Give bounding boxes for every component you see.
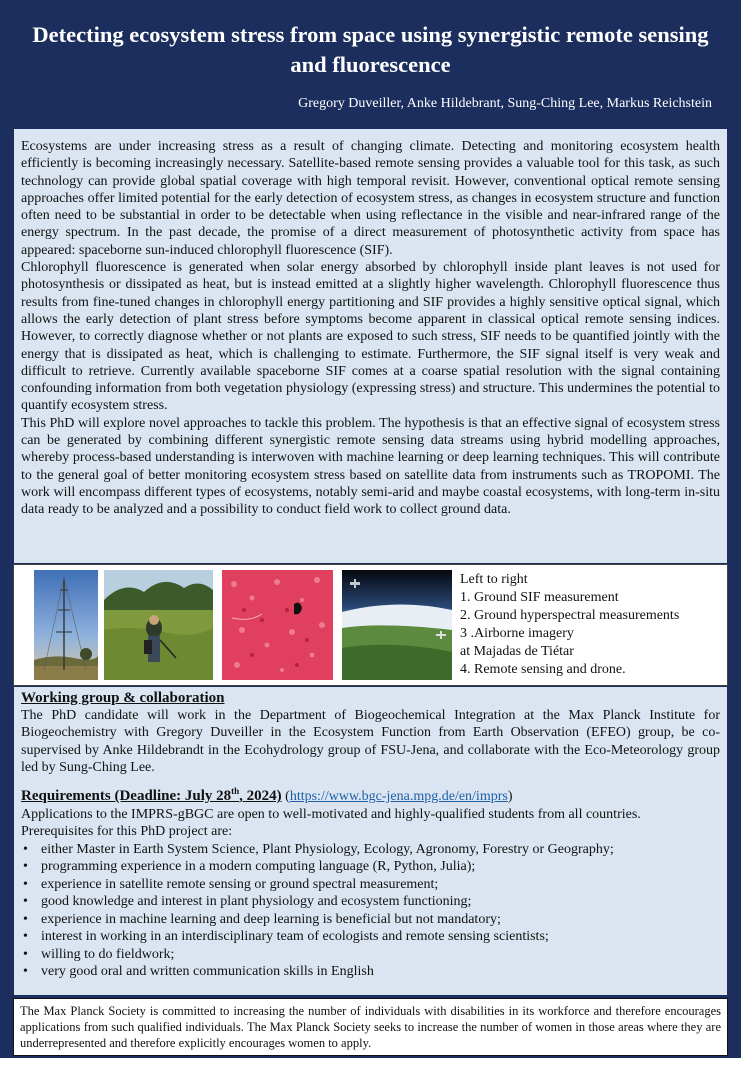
- working-group-text: The PhD candidate will work in the Department of Biogeochemical Integration at the Max Planck Institute for Biogeochemistry with Gregory Duveiller in the Ecosystem Function from Earth Observation (EFEO) group, be co-supervised by Anke Hildebrandt in the Ecohydrology group of FSU-Jena, and collaborate with the Eco-Meteorology group led by Sung-Ching Lee.: [21, 708, 720, 775]
- caption-line: at Majadas de Tiétar: [460, 644, 574, 659]
- list-item: [21, 928, 720, 946]
- bullet-icon: •: [23, 929, 28, 945]
- abstract-paragraph: Ecosystems are under increasing stress as a result of changing climate. Detecting and monitoring ecosystem health efficiently is becoming increasingly necessary. Satellite-based remote sensing provides a valuable tool for this task, as such technology can provide global spatial coverage with high temporal revisit. However, conventional optical remote sensing approaches offer limited potential for the early detection of ecosystem stress, as changes in ecosystem structure and function often need to be substantial in order to be detectable when using reflectance in the visible and near-infrared range of the energy spectrum. In the past decade, the promise of a direct measurement of photosynthetic activity from space has appeared: spaceborne sun-induced chlorophyll fluorescence (SIF).: [21, 139, 720, 258]
- remote-sensing-drone-photo: [342, 570, 452, 680]
- prerequisites-label: Prerequisites for this PhD project are:: [21, 824, 233, 840]
- abstract-paragraph: Chlorophyll fluorescence is generated when solar energy absorbed by chlorophyll inside plant leaves is not used for photosynthesis or dissipated as heat, but is instead emitted at a slightly higher wavelength. Chlorophyll fluorescence thus results from fine-tuned changes in chlorophyll energy partitioning and SIF provides a highly sensitive optical signal, which allows the early detection of plant stress before symptoms become apparent in classical optical remote sensing indices. However, to correctly diagnose whether or not plants are exposed to such stress, SIF needs to be quantified jointly with the energy that is dissipated as heat, which is challenging to estimate. Furthermore, the SIF signal itself is very weak and difficult to retrieve. Currently available spaceborne SIF comes at a coarse spatial resolution with the signal containing confounding information from both vegetation physiology (expressing stress) and structure. This undermines the potential to quantify ecosystem stress.: [21, 260, 720, 414]
- caption-line: 4. Remote sensing and drone.: [460, 662, 626, 677]
- caption-line: 2. Ground hyperspectral measurements: [460, 608, 680, 623]
- equal-opportunity-notice: The Max Planck Society is committed to increasing the number of individuals with disabilities in its workforce and therefore encourages applications from such qualified individuals. The Max Planck Society seeks to increase the number of women in those areas where they are underrepresented and therefore explicitly encourages women to apply.: [13, 998, 728, 1056]
- bullet-icon: •: [23, 841, 28, 857]
- list-item: [21, 963, 720, 981]
- list-item: [21, 911, 720, 929]
- details-panel: [13, 686, 728, 996]
- requirements-intro: Applications to the IMPRS-gBGC are open to well-motivated and highly-qualified students from all countries.: [21, 807, 641, 823]
- requirements-heading-text: Requirements (Deadline: July 28: [21, 788, 232, 805]
- requirements-heading: [21, 788, 282, 804]
- bottom-margin: [0, 1058, 741, 1071]
- working-group-heading: Working group & collaboration: [21, 690, 225, 706]
- requirements-heading-line: [21, 782, 720, 806]
- list-item: [21, 876, 720, 894]
- ground-hyperspectral-photo: [104, 570, 213, 680]
- list-item-text: programming experience in a modern computing language (R, Python, Julia);: [41, 859, 476, 875]
- prerequisites-list: [21, 841, 720, 981]
- bullet-icon: •: [23, 876, 28, 892]
- abstract-paragraph: This PhD will explore novel approaches to tackle this problem. The hypothesis is that an effective signal of ecosystem stress can be generated by combining different synergistic remote sensing data streams using hybrid modelling approaches, whereby process-based understanding is interwoven with machine learning or deep learning techniques. This will contribute to the general goal of better monitoring ecosystem stress based on satellite data from instruments such as TROPOMI. The work will encompass different types of ecosystems, notably semi-arid and maybe coastal ecosystems, with long-term in-situ data ready to be analyzed and a possibility to conduct field work to collect ground data.: [21, 415, 720, 518]
- list-item: [21, 946, 720, 964]
- bullet-icon: •: [23, 946, 28, 962]
- list-item-text: willing to do fieldwork;: [41, 946, 175, 962]
- requirements-heading-sup: th: [231, 786, 240, 797]
- link-paren-close: ): [507, 789, 513, 805]
- caption-line: 3 .Airborne imagery: [460, 626, 574, 641]
- bullet-icon: •: [23, 859, 28, 875]
- bullet-icon: •: [23, 894, 28, 910]
- list-item: [21, 893, 720, 911]
- list-item-text: very good oral and written communication skills in English: [41, 964, 374, 980]
- imprs-link[interactable]: https://www.bgc-jena.mpg.de/en/imprs: [289, 789, 508, 805]
- header: [0, 0, 741, 128]
- list-item-text: experience in satellite remote sensing or ground spectral measurement;: [41, 876, 439, 892]
- gallery-caption: [460, 571, 679, 679]
- airborne-imagery-photo: [222, 570, 333, 680]
- list-item-text: good knowledge and interest in plant physiology and ecosystem functioning;: [41, 894, 472, 910]
- caption-line: Left to right: [460, 572, 528, 587]
- list-item-text: experience in machine learning and deep learning is beneficial but not mandatory;: [41, 911, 501, 927]
- photo-gallery: [13, 564, 728, 686]
- ground-sif-photo: [34, 570, 98, 680]
- requirements-heading-tail: , 2024): [239, 788, 282, 805]
- abstract-panel: [13, 128, 728, 564]
- page-title: Detecting ecosystem stress from space using synergistic remote sensing and fluorescence: [32, 22, 709, 77]
- authors: Gregory Duveiller, Anke Hildebrant, Sung-Ching Lee, Markus Reichstein: [298, 96, 712, 111]
- caption-line: 1. Ground SIF measurement: [460, 590, 619, 605]
- list-item-text: either Master in Earth System Science, Plant Physiology, Ecology, Agronomy, Forestry or Geography;: [41, 841, 614, 857]
- list-item: [21, 858, 720, 876]
- bullet-icon: •: [23, 964, 28, 980]
- link-paren-open: (: [281, 789, 290, 805]
- list-item-text: interest in working in an interdisciplinary team of ecologists and remote sensing scientists;: [41, 929, 549, 945]
- bullet-icon: •: [23, 911, 28, 927]
- list-item: [21, 841, 720, 859]
